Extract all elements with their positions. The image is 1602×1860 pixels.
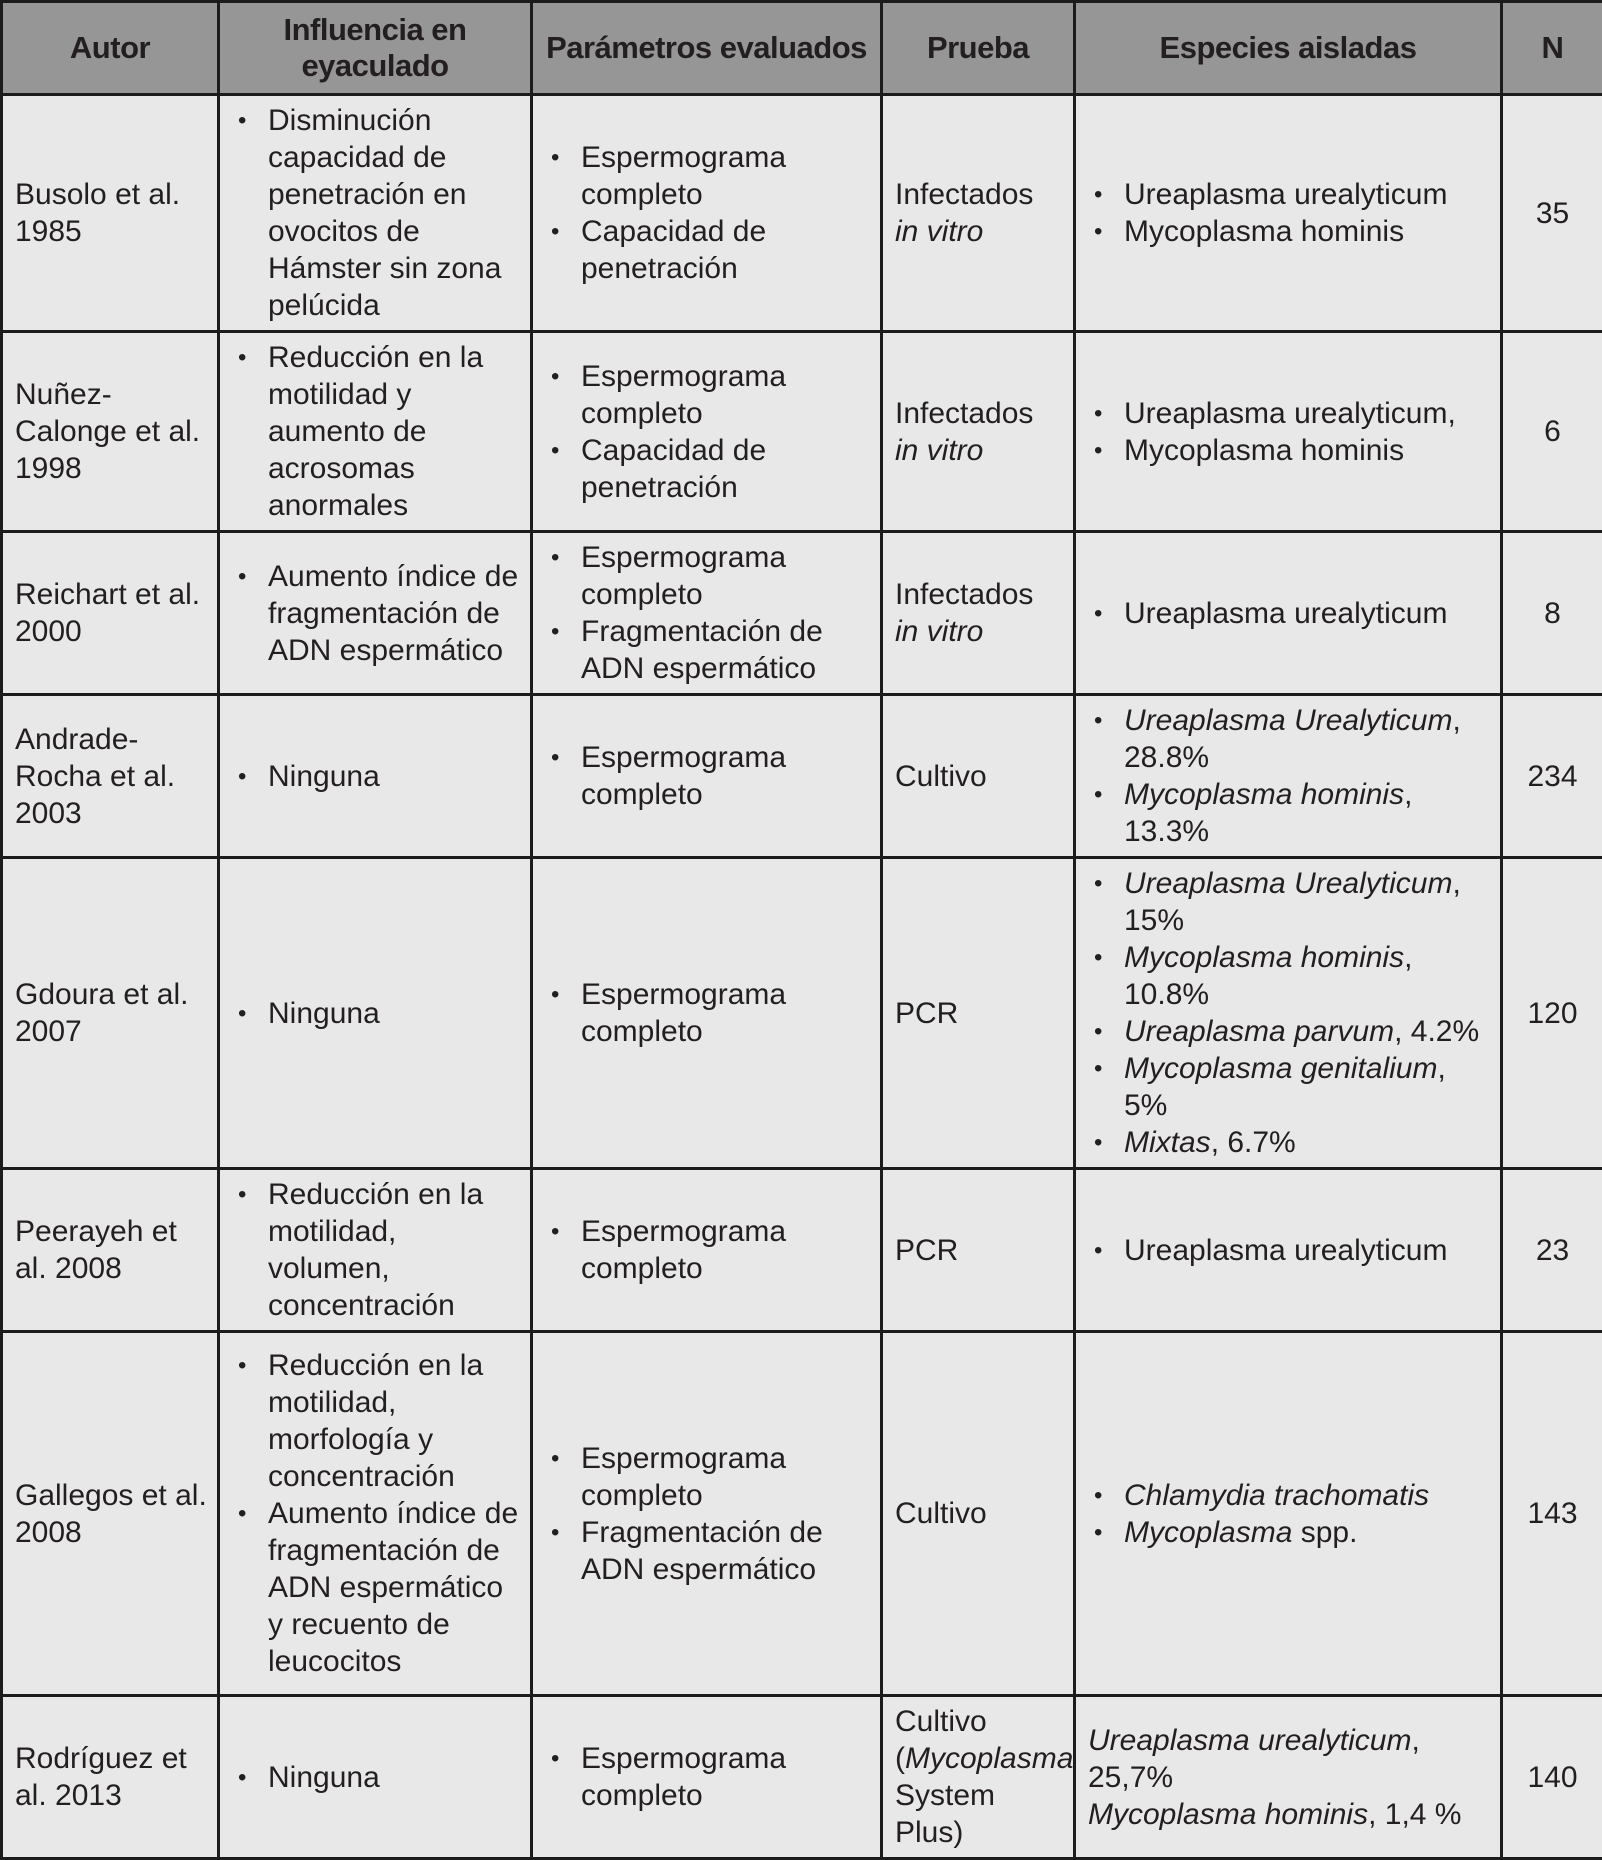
text-segment: PCR bbox=[895, 1234, 958, 1267]
text-segment: Mycoplasma bbox=[905, 1742, 1073, 1775]
parametros-bullet-item bbox=[537, 213, 876, 287]
text-segment: , 5% bbox=[1124, 1052, 1446, 1122]
text-segment: Mycoplasma hominis bbox=[1124, 215, 1404, 248]
influencia-cell bbox=[219, 858, 532, 1169]
n-cell: 140 bbox=[1502, 1696, 1602, 1859]
header-influencia: Influencia en eyaculado bbox=[219, 2, 532, 95]
autor-cell: Gallegos et al. 2008 bbox=[2, 1332, 219, 1696]
parametros-bullet-item bbox=[537, 432, 876, 506]
n-cell: 23 bbox=[1502, 1169, 1602, 1332]
n-cell: 8 bbox=[1502, 532, 1602, 695]
text-segment: Espermograma completo bbox=[581, 1215, 786, 1285]
text-segment: in vitro bbox=[895, 615, 983, 648]
prueba-line bbox=[895, 1740, 1069, 1777]
influencia-list bbox=[224, 758, 526, 795]
especies-bullet-item bbox=[1080, 595, 1496, 632]
text-segment: , 25,7% bbox=[1088, 1724, 1420, 1794]
text-segment: Ureaplasma Urealyticum bbox=[1124, 704, 1452, 737]
text-segment: Reducción en la motilidad, volumen, concentración bbox=[268, 1178, 483, 1322]
prueba-line bbox=[895, 576, 1069, 613]
n-cell: 6 bbox=[1502, 332, 1602, 532]
especies-list bbox=[1080, 702, 1496, 850]
influencia-bullet-item bbox=[224, 1347, 526, 1495]
influencia-list bbox=[224, 339, 526, 524]
especies-bullet-item bbox=[1080, 1514, 1496, 1551]
text-segment: Ninguna bbox=[268, 1761, 380, 1794]
prueba-cell bbox=[882, 1696, 1075, 1859]
especies-list bbox=[1080, 595, 1496, 632]
n-cell: 234 bbox=[1502, 695, 1602, 858]
text-segment: Cultivo bbox=[895, 760, 987, 793]
influencia-list bbox=[224, 1176, 526, 1324]
especies-bullet-item bbox=[1080, 1124, 1496, 1161]
text-segment: Aumento índice de fragmentación de ADN espermático bbox=[268, 560, 518, 667]
especies-cell bbox=[1075, 695, 1502, 858]
especies-bullet-item bbox=[1080, 865, 1496, 939]
text-segment: Ureaplasma urealyticum bbox=[1124, 1234, 1447, 1267]
text-segment: Aumento índice de fragmentación de ADN espermático y recuento de leucocitos bbox=[268, 1497, 518, 1678]
table-row bbox=[2, 1169, 1602, 1332]
especies-bullet-item bbox=[1080, 1050, 1496, 1124]
parametros-bullet-item bbox=[537, 1440, 876, 1514]
influencia-bullet-item bbox=[224, 1495, 526, 1680]
parametros-bullet-item bbox=[537, 739, 876, 813]
text-segment: Capacidad de penetración bbox=[581, 434, 766, 504]
text-segment: Espermograma completo bbox=[581, 541, 786, 611]
text-segment: Espermograma completo bbox=[581, 360, 786, 430]
text-segment: Cultivo bbox=[895, 1705, 987, 1738]
parametros-bullet-item bbox=[537, 358, 876, 432]
text-segment: Mycoplasma bbox=[1124, 1516, 1292, 1549]
text-segment: Ureaplasma urealyticum bbox=[1088, 1724, 1411, 1757]
especies-cell bbox=[1075, 858, 1502, 1169]
especies-bullet-item bbox=[1080, 395, 1496, 432]
header-n: N bbox=[1502, 2, 1602, 95]
text-segment: Infectados bbox=[895, 397, 1033, 430]
header-prueba: Prueba bbox=[882, 2, 1075, 95]
header-especies: Especies aisladas bbox=[1075, 2, 1502, 95]
parametros-cell bbox=[532, 532, 882, 695]
influencia-list bbox=[224, 995, 526, 1032]
text-segment: Espermograma completo bbox=[581, 1742, 786, 1812]
especies-line bbox=[1088, 1722, 1496, 1796]
influencia-cell bbox=[219, 695, 532, 858]
influencia-list bbox=[224, 1347, 526, 1680]
especies-bullet-item bbox=[1080, 702, 1496, 776]
text-segment: Mycoplasma hominis bbox=[1124, 434, 1404, 467]
text-segment: Ninguna bbox=[268, 997, 380, 1030]
prueba-line bbox=[895, 995, 1069, 1032]
text-segment: Ninguna bbox=[268, 760, 380, 793]
influencia-bullet-item bbox=[224, 1176, 526, 1324]
text-segment: Fragmentación de ADN espermático bbox=[581, 615, 823, 685]
text-segment: Disminución capacidad de penetración en ovocitos de Hámster sin zona pelúcida bbox=[268, 104, 501, 322]
prueba-cell bbox=[882, 858, 1075, 1169]
parametros-list bbox=[537, 1740, 876, 1814]
parametros-bullet-item bbox=[537, 139, 876, 213]
text-segment: in vitro bbox=[895, 434, 983, 467]
prueba-cell bbox=[882, 1332, 1075, 1696]
table-row bbox=[2, 858, 1602, 1169]
text-segment: Infectados bbox=[895, 578, 1033, 611]
text-segment: Espermograma completo bbox=[581, 741, 786, 811]
influencia-cell bbox=[219, 532, 532, 695]
text-segment: Ureaplasma urealyticum bbox=[1124, 178, 1447, 211]
especies-list bbox=[1080, 1232, 1496, 1269]
text-segment: Espermograma completo bbox=[581, 141, 786, 211]
parametros-list bbox=[537, 739, 876, 813]
parametros-cell bbox=[532, 332, 882, 532]
text-segment: spp. bbox=[1292, 1516, 1357, 1549]
text-segment: Mycoplasma hominis bbox=[1124, 941, 1404, 974]
influencia-bullet-item bbox=[224, 995, 526, 1032]
prueba-line bbox=[895, 1703, 1069, 1740]
especies-list bbox=[1080, 1477, 1496, 1551]
text-segment: ( bbox=[895, 1742, 905, 1775]
especies-cell bbox=[1075, 532, 1502, 695]
header-row bbox=[2, 2, 1602, 95]
especies-list bbox=[1080, 865, 1496, 1161]
text-segment: Espermograma completo bbox=[581, 978, 786, 1048]
parametros-bullet-item bbox=[537, 976, 876, 1050]
prueba-line bbox=[895, 758, 1069, 795]
parametros-bullet-item bbox=[537, 539, 876, 613]
prueba-cell bbox=[882, 95, 1075, 332]
especies-bullet-item bbox=[1080, 1232, 1496, 1269]
table-row bbox=[2, 532, 1602, 695]
especies-bullet-item bbox=[1080, 939, 1496, 1013]
parametros-bullet-item bbox=[537, 613, 876, 687]
especies-bullet-item bbox=[1080, 776, 1496, 850]
especies-list bbox=[1080, 395, 1496, 469]
parametros-list bbox=[537, 139, 876, 287]
parametros-list bbox=[537, 358, 876, 506]
influencia-list bbox=[224, 1759, 526, 1796]
prueba-line bbox=[895, 613, 1069, 650]
influencia-cell bbox=[219, 1169, 532, 1332]
parametros-cell bbox=[532, 1696, 882, 1859]
text-segment: Ureaplasma Urealyticum bbox=[1124, 867, 1452, 900]
text-segment: Reducción en la motilidad, morfología y concentración bbox=[268, 1349, 483, 1493]
text-segment: , 1,4 % bbox=[1368, 1798, 1461, 1831]
text-segment: , 28.8% bbox=[1124, 704, 1461, 774]
table-row bbox=[2, 1696, 1602, 1859]
prueba-line bbox=[895, 1495, 1069, 1532]
especies-bullet-item bbox=[1080, 1013, 1496, 1050]
header-parametros: Parámetros evaluados bbox=[532, 2, 882, 95]
influencia-bullet-item bbox=[224, 758, 526, 795]
prueba-cell bbox=[882, 532, 1075, 695]
table-row bbox=[2, 332, 1602, 532]
text-segment: Ureaplasma parvum bbox=[1124, 1015, 1394, 1048]
prueba-line bbox=[895, 1232, 1069, 1269]
parametros-list bbox=[537, 539, 876, 687]
influencia-list bbox=[224, 558, 526, 669]
especies-cell bbox=[1075, 1696, 1502, 1859]
text-segment: Ureaplasma urealyticum, bbox=[1124, 397, 1456, 430]
especies-cell bbox=[1075, 1332, 1502, 1696]
parametros-bullet-item bbox=[537, 1213, 876, 1287]
parametros-list bbox=[537, 1440, 876, 1588]
table-body bbox=[2, 95, 1602, 1859]
text-segment: Infectados bbox=[895, 178, 1033, 211]
prueba-line bbox=[895, 176, 1069, 213]
n-cell: 143 bbox=[1502, 1332, 1602, 1696]
autor-cell: Reichart et al. 2000 bbox=[2, 532, 219, 695]
text-segment: , 13.3% bbox=[1124, 778, 1412, 848]
parametros-bullet-item bbox=[537, 1514, 876, 1588]
text-segment: System Plus) bbox=[895, 1779, 995, 1849]
influencia-bullet-item bbox=[224, 1759, 526, 1796]
autor-cell: Peerayeh et al. 2008 bbox=[2, 1169, 219, 1332]
autor-cell: Andrade-Rocha et al. 2003 bbox=[2, 695, 219, 858]
especies-bullet-item bbox=[1080, 213, 1496, 250]
prueba-line bbox=[895, 395, 1069, 432]
prueba-line bbox=[895, 432, 1069, 469]
n-cell: 35 bbox=[1502, 95, 1602, 332]
influencia-bullet-item bbox=[224, 102, 526, 324]
influencia-cell bbox=[219, 95, 532, 332]
especies-cell bbox=[1075, 332, 1502, 532]
text-segment: , 10.8% bbox=[1124, 941, 1412, 1011]
prueba-cell bbox=[882, 1169, 1075, 1332]
autor-cell: Rodríguez et al. 2013 bbox=[2, 1696, 219, 1859]
text-segment: Cultivo bbox=[895, 1497, 987, 1530]
parametros-cell bbox=[532, 95, 882, 332]
text-segment: , 15% bbox=[1124, 867, 1461, 937]
table-header bbox=[2, 2, 1602, 95]
text-segment: Mixtas bbox=[1124, 1126, 1211, 1159]
n-cell: 120 bbox=[1502, 858, 1602, 1169]
text-segment: Mycoplasma genitalium bbox=[1124, 1052, 1437, 1085]
parametros-list bbox=[537, 976, 876, 1050]
influencia-bullet-item bbox=[224, 558, 526, 669]
text-segment: , 4.2% bbox=[1394, 1015, 1479, 1048]
autor-cell: Busolo et al. 1985 bbox=[2, 95, 219, 332]
influencia-list bbox=[224, 102, 526, 324]
prueba-cell bbox=[882, 695, 1075, 858]
prueba-cell bbox=[882, 332, 1075, 532]
text-segment: , 6.7% bbox=[1211, 1126, 1296, 1159]
text-segment: Ureaplasma urealyticum bbox=[1124, 597, 1447, 630]
especies-bullet-item bbox=[1080, 176, 1496, 213]
text-segment: in vitro bbox=[895, 215, 983, 248]
table-row bbox=[2, 1332, 1602, 1696]
text-segment: PCR bbox=[895, 997, 958, 1030]
autor-cell: Nuñez-Calonge et al. 1998 bbox=[2, 332, 219, 532]
text-segment: Mycoplasma hominis bbox=[1124, 778, 1404, 811]
prueba-line bbox=[895, 213, 1069, 250]
parametros-cell bbox=[532, 858, 882, 1169]
especies-bullet-item bbox=[1080, 1477, 1496, 1514]
parametros-cell bbox=[532, 695, 882, 858]
text-segment: Fragmentación de ADN espermático bbox=[581, 1516, 823, 1586]
table-row bbox=[2, 695, 1602, 858]
text-segment: Capacidad de penetración bbox=[581, 215, 766, 285]
influencia-cell bbox=[219, 1696, 532, 1859]
parametros-list bbox=[537, 1213, 876, 1287]
table-row bbox=[2, 95, 1602, 332]
autor-cell: Gdoura et al. 2007 bbox=[2, 858, 219, 1169]
parametros-cell bbox=[532, 1332, 882, 1696]
especies-cell bbox=[1075, 1169, 1502, 1332]
influencia-cell bbox=[219, 1332, 532, 1696]
especies-bullet-item bbox=[1080, 432, 1496, 469]
text-segment: Chlamydia trachomatis bbox=[1124, 1479, 1429, 1512]
especies-line bbox=[1088, 1796, 1496, 1833]
parametros-bullet-item bbox=[537, 1740, 876, 1814]
influencia-cell bbox=[219, 332, 532, 532]
especies-cell bbox=[1075, 95, 1502, 332]
especies-list bbox=[1080, 176, 1496, 250]
parametros-cell bbox=[532, 1169, 882, 1332]
influencia-bullet-item bbox=[224, 339, 526, 524]
prueba-line bbox=[895, 1777, 1069, 1851]
text-segment: Reducción en la motilidad y aumento de acrosomas anormales bbox=[268, 341, 483, 522]
header-autor: Autor bbox=[2, 2, 219, 95]
text-segment: Mycoplasma hominis bbox=[1088, 1798, 1368, 1831]
text-segment: Espermograma completo bbox=[581, 1442, 786, 1512]
